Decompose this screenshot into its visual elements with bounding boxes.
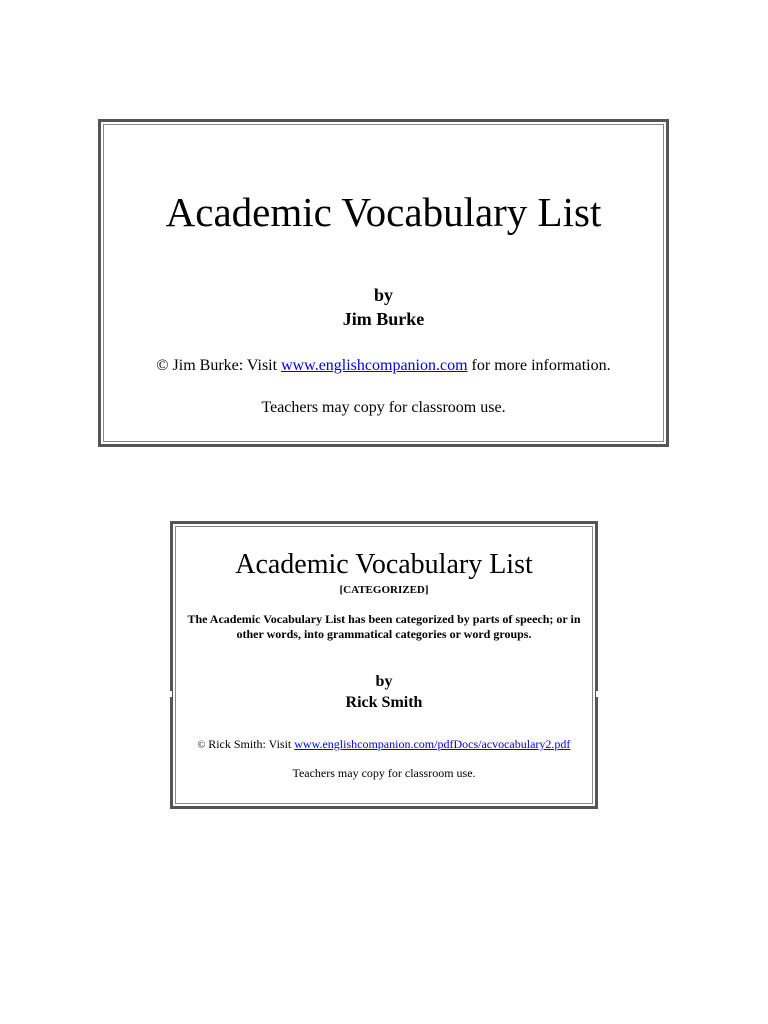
categorized-description: The Academic Vocabulary List has been categorized by parts of speech; or in other words, into grammatical categories or word groups. [187,612,581,641]
copyright-icon: © [197,740,206,751]
categorized-author: Rick Smith [345,694,423,711]
categorized-copyright-line [173,737,595,753]
cover-copyright-suffix: for more information. [467,357,611,374]
categorized-box [170,521,598,809]
cover-by-label: by [373,285,393,305]
categorized-teachers-note: Teachers may copy for classroom use. [292,766,476,780]
cover-copyright-prefix: © Jim Burke: Visit [156,357,282,374]
categorized-subtitle: [CATEGORIZED] [339,584,429,596]
categorized-title: Academic Vocabulary List [235,549,533,580]
cover-teachers-note: Teachers may copy for classroom use. [261,399,506,416]
border-gap-left [170,691,172,697]
cover-title: Academic Vocabulary List [165,189,602,235]
border-gap-right [596,691,598,697]
cover-website-link[interactable]: www.englishcompanion.com [281,357,468,374]
cover-author: Jim Burke [342,309,425,329]
cover-copyright-line [101,356,666,376]
categorized-by-label: by [375,673,393,690]
categorized-copyright-prefix: Rick Smith: Visit [205,737,295,751]
cover-box [98,119,669,447]
categorized-pdf-link[interactable]: www.englishcompanion.com/pdfDocs/acvocabulary2.pdf [294,737,571,751]
